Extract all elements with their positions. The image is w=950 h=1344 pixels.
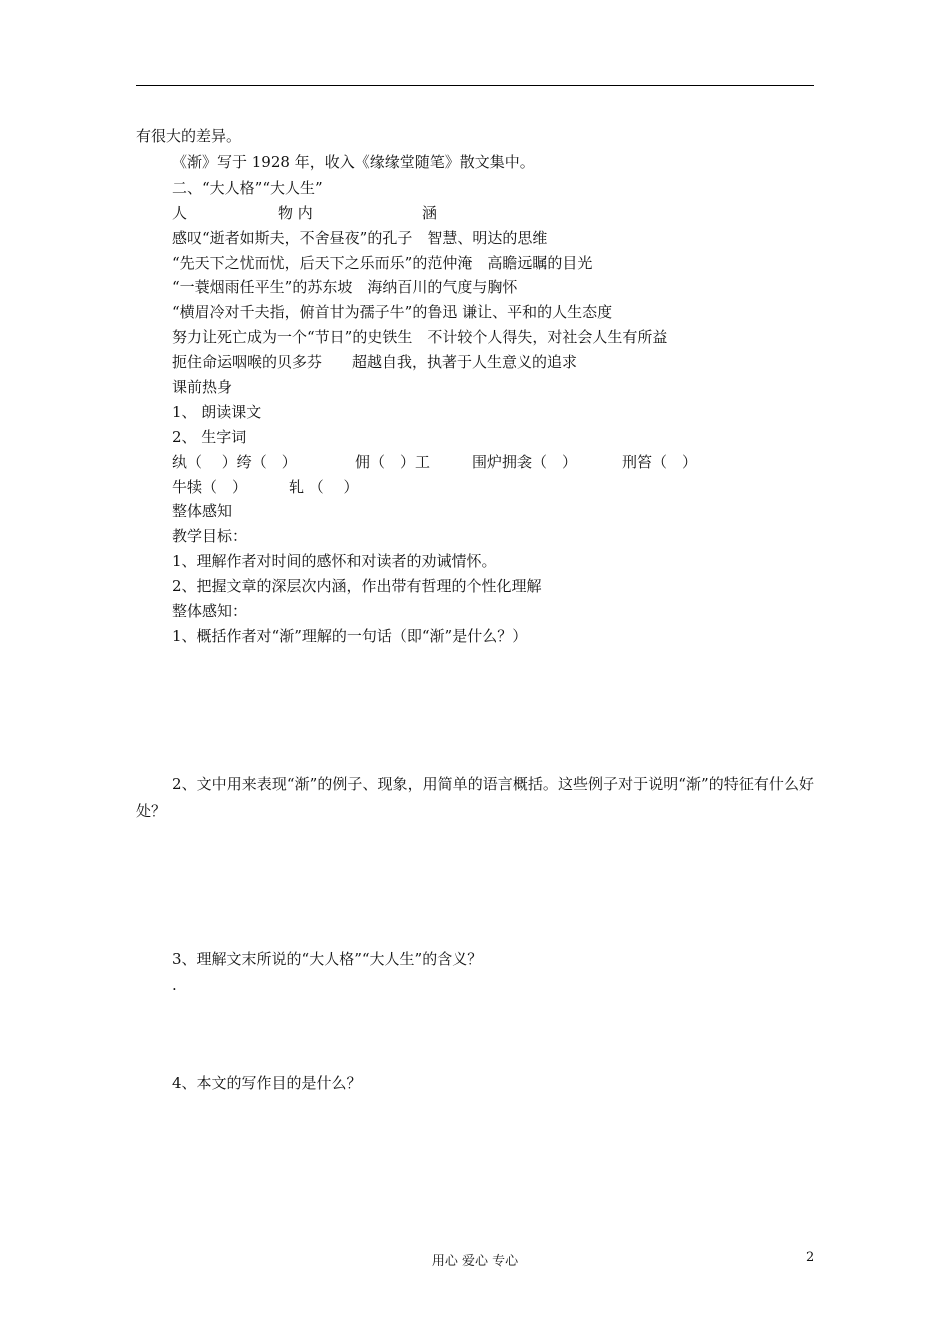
- question: 4、本文的写作目的是什么？: [172, 1074, 362, 1092]
- section-heading: 二、“大人格”“大人生”: [172, 179, 323, 197]
- section-heading: 整体感知：: [172, 602, 248, 620]
- list-item: 2、 生字词: [172, 428, 247, 446]
- page-footer: 用心 爱心 专心: [431, 1254, 519, 1269]
- text-line: “先天下之忧而忧，后天下之乐而乐”的范仲淹 高瞻远瞩的目光: [172, 254, 593, 272]
- header-rule: [136, 85, 814, 86]
- vocab-item: 纨（ ）绔（ ）: [172, 453, 297, 471]
- text-line: 扼住命运咽喉的贝多芬 超越自我，执著于人生意义的追求: [172, 353, 578, 371]
- text-line: “一蓑烟雨任平生”的苏东坡 海纳百川的气度与胸怀: [172, 278, 518, 296]
- page-number: 2: [806, 1250, 815, 1265]
- text-line: “横眉冷对千夫指，俯首甘为孺子牛”的鲁迅 谦让、平和的人生态度: [172, 303, 613, 321]
- text-line: 感叹“逝者如斯夫，不舍昼夜”的孔子 智慧、明达的思维: [172, 229, 548, 247]
- section-heading: 教学目标：: [172, 527, 248, 545]
- question: 3、理解文末所说的“大人格”“大人生”的含义？: [172, 950, 483, 968]
- question: 1、概括作者对“渐”理解的一句话（即“渐”是什么？）: [172, 627, 528, 645]
- text-line: 《渐》写于 1928 年，收入《缘缘堂随笔》散文集中。: [172, 153, 535, 171]
- text-line: 努力让死亡成为一个“节日”的史铁生 不计较个人得失，对社会人生有所益: [172, 328, 668, 346]
- list-item: 1、 朗读课文: [172, 403, 262, 421]
- section-heading: 课前热身: [172, 378, 233, 396]
- text-line: 有很大的差异。: [136, 127, 242, 145]
- list-item: 1、理解作者对时间的感怀和对读者的劝诫情怀。: [172, 552, 497, 570]
- stray-mark: .: [172, 976, 177, 994]
- table-header-meaning: 涵: [422, 204, 438, 222]
- table-header-content: 物 内: [278, 204, 313, 222]
- table-header-person: 人: [172, 204, 188, 222]
- section-heading: 整体感知: [172, 502, 233, 520]
- vocab-item: 佣（ ）工: [355, 453, 431, 471]
- vocab-item: 刑笞（ ）: [622, 453, 698, 471]
- vocab-item: 围炉拥衾（ ）: [472, 453, 578, 471]
- vocab-item: 轧 （ ）: [289, 478, 359, 496]
- list-item: 2、把握文章的深层次内涵，作出带有哲理的个性化理解: [172, 577, 542, 595]
- vocab-item: 牛犊（ ）: [172, 478, 248, 496]
- question: 2、文中用来表现“渐”的例子、现象，用简单的语言概括。这些例子对于说明“渐”的特征有什么好处？: [136, 775, 814, 820]
